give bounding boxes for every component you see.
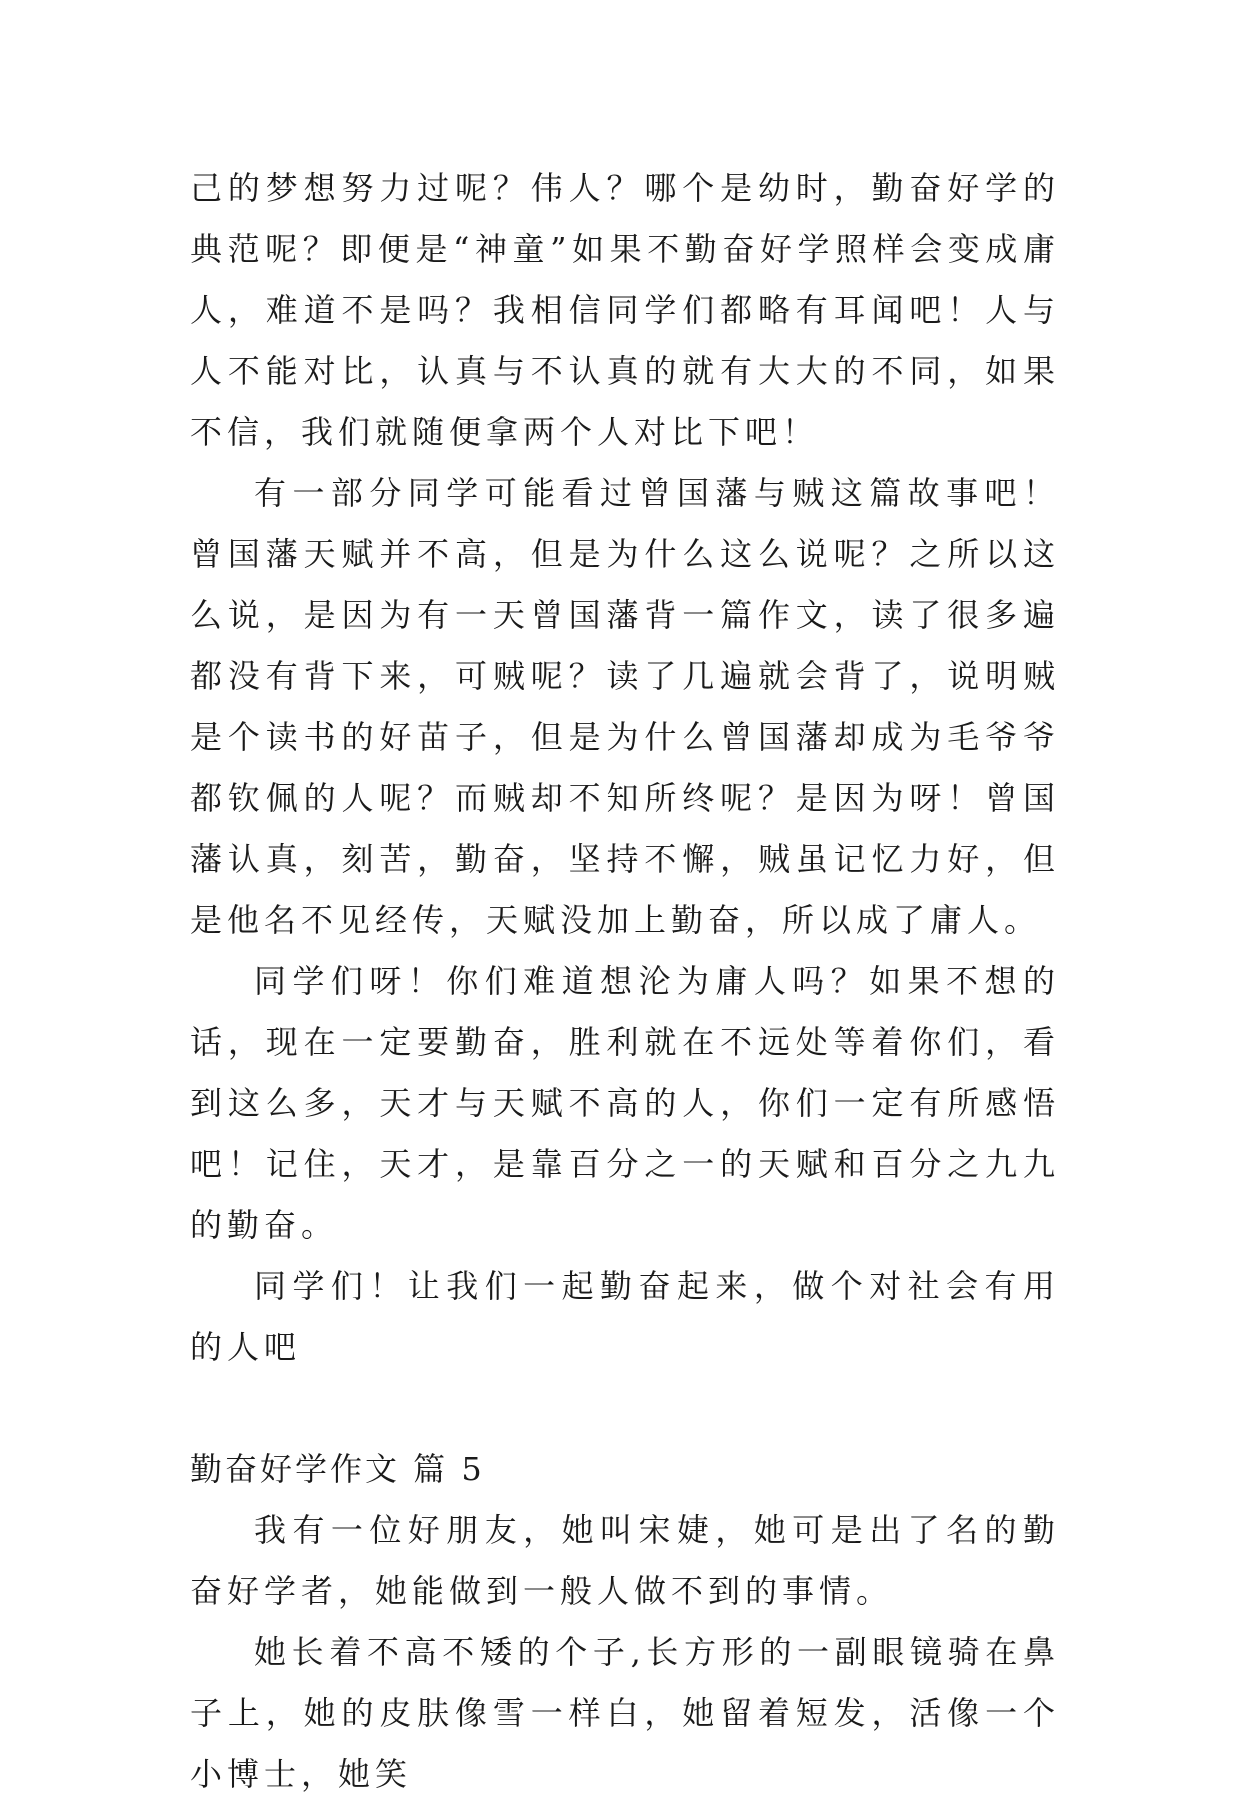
paragraph-1: 己的梦想努力过呢？伟人？哪个是幼时，勤奋好学的典范呢？即便是“神童”如果不勤奋好学照样会变成庸人，难道不是吗？我相信同学们都略有耳闻吧！人与人不能对比，认真与不认真的就有大大的不同，如果不信，我们就随便拿两个人对比下吧！: [190, 169, 1060, 451]
paragraph-5: 我有一位好朋友，她叫宋婕，她可是出了名的勤奋好学者，她能做到一般人做不到的事情。: [190, 1511, 1060, 1610]
paragraph-2: 有一部分同学可能看过曾国藩与贼这篇故事吧！曾国藩天赋并不高，但是为什么这么说呢？之所以这么说，是因为有一天曾国藩背一篇作文，读了很多遍都没有背下来，可贼呢？读了几遍就会背了，说明贼是个读书的好苗子，但是为什么曾国藩却成为毛爷爷都钦佩的人呢？而贼却不知所终呢？是因为呀！曾国藩认真，刻苦，勤奋，坚持不懈，贼虽记忆力好，但是他名不见经传，天赋没加上勤奋，所以成了庸人。: [190, 474, 1060, 939]
section-heading: 勤奋好学作文 篇 5: [190, 1450, 485, 1488]
paragraph-3: 同学们呀！你们难道想沦为庸人吗？如果不想的话，现在一定要勤奋，胜利就在不远处等着你们，看到这么多，天才与天赋不高的人，你们一定有所感悟吧！记住，天才，是靠百分之一的天赋和百分之九九的勤奋。: [190, 962, 1060, 1244]
paragraph-6: 她长着不高不矮的个子,长方形的一副眼镜骑在鼻子上，她的皮肤像雪一样白，她留着短发，活像一个小博士，她笑: [190, 1633, 1060, 1793]
paragraph-4: 同学们！让我们一起勤奋起来，做个对社会有用的人吧: [190, 1267, 1060, 1366]
document-body: [190, 158, 1060, 1805]
